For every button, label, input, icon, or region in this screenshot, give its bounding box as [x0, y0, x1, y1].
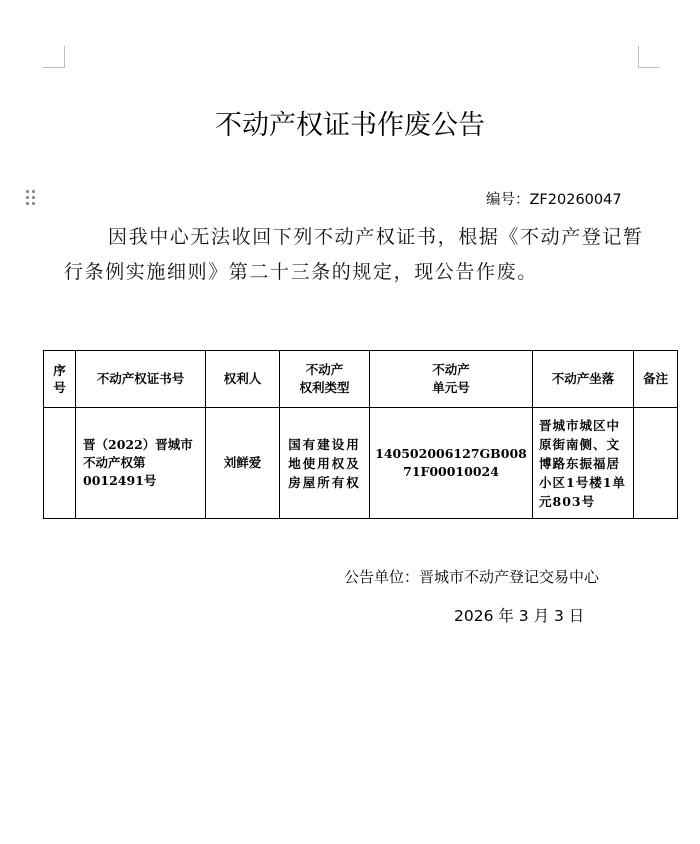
issue-date: 2026 年 3 月 3 日 — [454, 607, 585, 625]
cell-location: 晋城市城区中原街南侧、文博路东振福居小区1号楼1单元803号 — [533, 408, 634, 519]
drag-handle-icon[interactable] — [26, 190, 38, 206]
document-number: 编号：ZF20260047 — [486, 192, 622, 208]
cell-right-type: 国有建设用地使用权及房屋所有权 — [280, 408, 370, 519]
header-remark: 备注 — [634, 351, 678, 408]
header-location: 不动产坐落 — [533, 351, 634, 408]
certificate-table — [43, 350, 678, 519]
header-unit-no: 不动产 单元号 — [370, 351, 533, 408]
header-cert-no: 不动产权证书号 — [76, 351, 206, 408]
header-seq: 序 号 — [44, 351, 76, 408]
issuer: 公告单位：晋城市不动产登记交易中心 — [344, 568, 600, 586]
document-title: 不动产权证书作废公告 — [215, 110, 485, 141]
paragraph-text: 因我中心无法收回下列不动产权证书，根据《不动产登记暂行条例实施细则》第二十三条的规定，现公告作废。 — [64, 226, 644, 283]
table-header-row — [44, 351, 678, 408]
cell-owner: 刘鲜爱 — [206, 408, 280, 519]
cell-unit-no: 140502006127GB00871F00010024 — [370, 408, 533, 519]
cell-seq — [44, 408, 76, 519]
announcement-paragraph — [64, 220, 654, 290]
cell-cert-no: 晋（2022）晋城市不动产权第0012491号 — [76, 408, 206, 519]
page-corner-mark-top-right — [638, 46, 660, 68]
header-owner: 权利人 — [206, 351, 280, 408]
header-right-type: 不动产 权利类型 — [280, 351, 370, 408]
table-row — [44, 408, 678, 519]
cell-remark — [634, 408, 678, 519]
page-corner-mark-top-left — [43, 46, 65, 68]
